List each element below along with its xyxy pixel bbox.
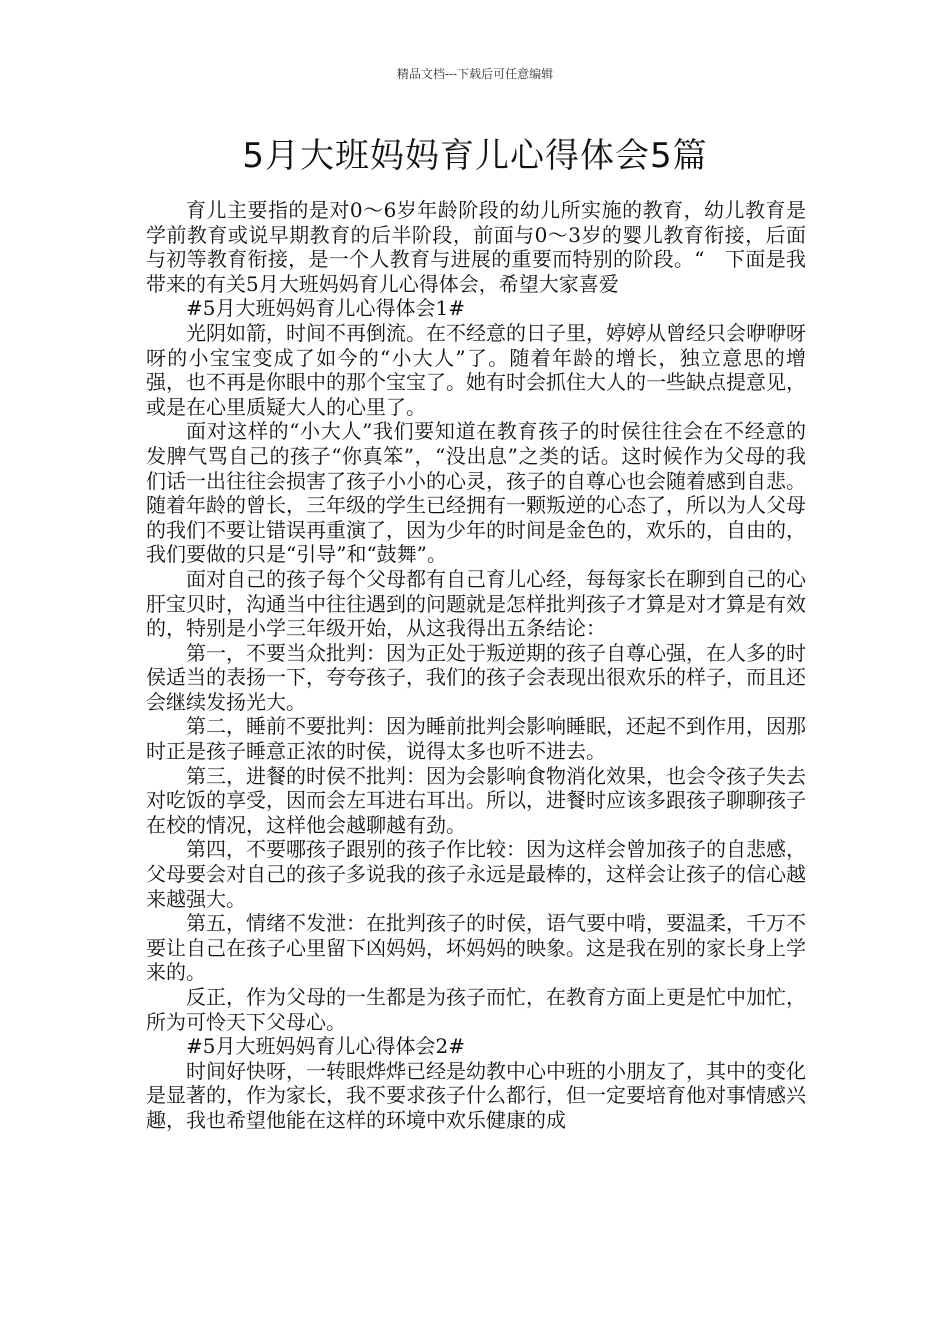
section-heading-2: #5月大班妈妈育儿心得体会2# xyxy=(186,1034,465,1059)
section-heading-1: #5月大班妈妈育儿心得体会1# xyxy=(186,296,465,321)
paragraph: 面对这样的“小大人”我们要知道在教育孩子的时侯往往会在不经意的发脾气骂自己的孩子“你真笨”，“没出息”之类的话。这时候作为父母的我们话一出往往会损害了孩子小小的心灵，孩子的自尊心也会随着感到自悲。随着年龄的曾长，三年级的学生已经拥有一颗叛逆的心态了，所以为人父母的我们不要让错误再重演了，因为少年的时间是金色的，欢乐的，自由的，我们要做的只是“引导”和“鼓舞”。 xyxy=(146,419,806,567)
paragraph-point-2: 第二，睡前不要批判：因为睡前批判会影响睡眠，还起不到作用，因那时正是孩子睡意正浓的时侯，说得太多也听不进去。 xyxy=(146,714,806,764)
paragraph-point-4: 第四，不要哪孩子跟别的孩子作比较：因为这样会曾加孩子的自悲感，父母要会对自己的孩子多说我的孩子永远是最棒的，这样会让孩子的信心越来越强大。 xyxy=(146,837,806,911)
paragraph-intro: 育儿主要指的是对0～6岁年龄阶段的幼儿所实施的教育，幼儿教育是学前教育或说早期教育的后半阶段，前面与0～3岁的婴儿教育衔接，后面与初等教育衔接，是一个人教育与进展的重要而特别的阶段。“ 下面是我带来的有关5月大班妈妈育儿心得体会，希望大家喜爱 xyxy=(146,198,806,296)
document-title: 5月大班妈妈育儿心得体会5篇 xyxy=(242,136,708,176)
paragraph: 面对自己的孩子每个父母都有自己育儿心经，每每家长在聊到自己的心肝宝贝时，沟通当中往往遇到的问题就是怎样批判孩子才算是对才算是有效的，特别是小学三年级开始，从这我得出五条结论： xyxy=(146,566,806,641)
paragraph-point-3: 第三，进餐的时侯不批判：因为会影响食物消化效果，也会令孩子失去对吃饭的享受，因而会左耳进右耳出。所以，进餐时应该多跟孩子聊聊孩子在校的情况，这样他会越聊越有劲。 xyxy=(146,763,806,837)
paragraph: 光阴如箭，时间不再倒流。在不经意的日子里，婷婷从曾经只会咿咿呀呀的小宝宝变成了如今的“小大人”了。随着年龄的增长，独立意思的增强，也不再是你眼中的那个宝宝了。她有时会抓住大人的一些缺点提意见，或是在心里质疑大人的心里了。 xyxy=(146,320,806,419)
header-note: 精品文档---下载后可任意编辑 xyxy=(396,67,554,81)
document-body xyxy=(146,198,806,1133)
paragraph: 时间好快呀，一转眼烨烨已经是幼教中心中班的小朋友了，其中的变化是显著的，作为家长，我不要求孩子什么都行，但一定要培育他对事情感兴趣，我也希望他能在这样的环境中欢乐健康的成 xyxy=(146,1058,806,1132)
paragraph-point-1: 第一，不要当众批判：因为正处于叛逆期的孩子自尊心强，在人多的时侯适当的表扬一下，夸夸孩子，我们的孩子会表现出很欢乐的样子，而且还会继续发扬光大。 xyxy=(146,640,806,714)
paragraph-point-5: 第五，情绪不发泄：在批判孩子的时侯，语气要中啃，要温柔，千万不要让自己在孩子心里留下凶妈妈，坏妈妈的映象。这是我在别的家长身上学来的。 xyxy=(146,911,806,985)
paragraph-conclusion: 反正，作为父母的一生都是为孩子而忙，在教育方面上更是忙中加忙，所为可怜天下父母心。 xyxy=(146,985,806,1034)
